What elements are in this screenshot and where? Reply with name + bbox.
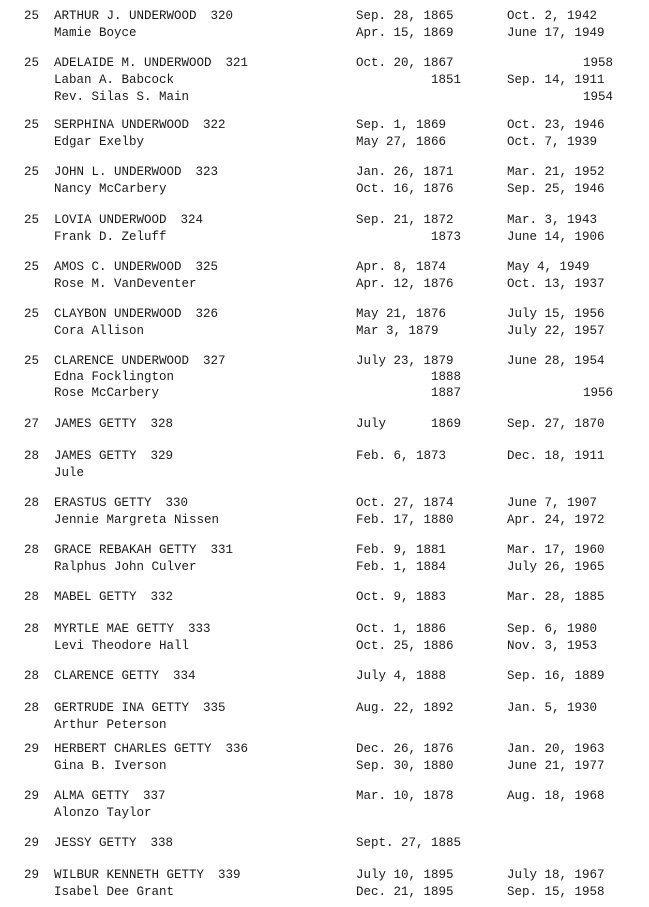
generation-number: 25 [24,165,40,179]
entry-main-line [0,212,649,229]
person-name-text: CLARENCE GETTY [54,669,160,683]
spouse-death-date: Sep. 15, 1958 [507,885,605,899]
spouse-line [0,89,649,106]
death-date: July 15, 1956 [507,307,605,321]
death-date: Jan. 20, 1963 [507,742,605,756]
record-number: 338 [150,836,174,850]
death-date: Oct. 2, 1942 [507,9,598,23]
record-number: 322 [203,118,226,132]
person-name-text: JAMES GETTY [54,417,137,431]
spouse-death-date: June 17, 1949 [507,26,605,40]
entry-main-line [0,306,649,323]
generation-number: 25 [24,9,40,23]
record-number: 328 [150,417,174,431]
person-name [54,117,226,134]
death-date: Mar. 3, 1943 [507,213,598,227]
birth-date: May 21, 1876 [356,307,447,321]
birth-date: Sep. 21, 1872 [356,213,454,227]
person-name [54,741,248,758]
entry-main-line [0,700,649,717]
birth-date: July 10, 1895 [356,868,454,882]
person-name-text: CLAYBON UNDERWOOD [54,307,182,321]
person-name [54,353,226,370]
birth-date: Mar. 10, 1878 [356,789,454,803]
record-number: 323 [195,165,219,179]
person-name-text: WILBUR KENNETH GETTY [54,868,205,882]
birth-date: Aug. 22, 1892 [356,701,454,715]
spouse-name: Isabel Dee Grant [54,885,175,899]
spouse-birth-date: 1873 [430,230,461,244]
spouse-birth-date: 1888 [430,370,461,384]
birth-date: Sep. 1, 1869 [356,118,447,132]
person-name [54,55,248,72]
person-name [54,867,241,884]
person-name [54,835,173,852]
record-number: 332 [150,590,174,604]
spouse-name: Gina B. Iverson [54,759,167,773]
spouse-name: Jule [54,466,85,480]
entry-main-line [0,621,649,638]
spouse-death-date: Sep. 14, 1911 [507,73,605,87]
spouse-name: Laban A. Babcock [54,73,175,87]
spouse-name: Frank D. Zeluff [54,230,167,244]
generation-number: 25 [24,56,40,70]
spouse-name: Cora Allison [54,324,145,338]
spouse-birth-date: May 27, 1866 [356,135,447,149]
death-date: Mar. 17, 1960 [507,543,605,557]
death-date: Mar. 21, 1952 [507,165,605,179]
entry-main-line [0,741,649,758]
spouse-line [0,805,649,822]
generation-number: 28 [24,543,40,557]
spouse-name: Rose McCarbery [54,386,160,400]
person-name-text: ARTHUR J. UNDERWOOD [54,9,197,23]
spouse-death-date: Sep. 25, 1946 [507,182,605,196]
spouse-birth-date: Apr. 15, 1869 [356,26,454,40]
death-date: Sep. 16, 1889 [507,669,605,683]
death-date: Oct. 23, 1946 [507,118,605,132]
spouse-death-date: Apr. 24, 1972 [507,513,605,527]
entry-main-line [0,416,649,433]
person-name [54,668,196,685]
person-name-text: JAMES GETTY [54,449,137,463]
spouse-line [0,25,649,42]
generation-number: 25 [24,307,40,321]
death-date: Sep. 6, 1980 [507,622,598,636]
entry-main-line [0,353,649,370]
generation-number: 28 [24,449,40,463]
generation-number: 29 [24,742,40,756]
entry-main-line [0,835,649,852]
spouse-line [0,717,649,734]
person-name [54,259,218,276]
birth-date: July 23, 1879 [356,354,454,368]
record-number: 326 [195,307,219,321]
person-name-text: JESSY GETTY [54,836,137,850]
spouse-name: Arthur Peterson [54,718,167,732]
spouse-name: Edna Focklington [54,370,175,384]
birth-date: Feb. 6, 1873 [356,449,447,463]
entry-main-line [0,117,649,134]
entry-main-line [0,589,649,606]
person-name-text: MYRTLE MAE GETTY [54,622,175,636]
birth-date: Oct. 1, 1886 [356,622,447,636]
record-number: 327 [203,354,226,368]
spouse-birth-date: Feb. 17, 1880 [356,513,454,527]
person-name-text: HERBERT CHARLES GETTY [54,742,212,756]
spouse-name: Alonzo Taylor [54,806,152,820]
death-date: Aug. 18, 1968 [507,789,605,803]
spouse-name: Rev. Silas S. Main [54,90,190,104]
record-number: 321 [225,56,249,70]
person-name-text: AMOS C. UNDERWOOD [54,260,182,274]
birth-date: Sept. 27, 1885 [356,836,462,850]
generation-number: 29 [24,868,40,882]
spouse-line [0,385,649,402]
spouse-birth-date: Oct. 16, 1876 [356,182,454,196]
spouse-line [0,512,649,529]
person-name [54,212,203,229]
spouse-line [0,181,649,198]
record-number: 335 [203,701,226,715]
spouse-birth-date: Apr. 12, 1876 [356,277,454,291]
spouse-line [0,638,649,655]
spouse-death-date: July 26, 1965 [507,560,605,574]
person-name-text: ALMA GETTY [54,789,130,803]
generation-number: 28 [24,496,40,510]
spouse-name: Rose M. VanDeventer [54,277,197,291]
spouse-birth-date: 1887 [430,386,461,400]
birth-date: Oct. 9, 1883 [356,590,447,604]
record-number: 325 [195,260,219,274]
birth-date: Oct. 27, 1874 [356,496,454,510]
birth-date: Sep. 28, 1865 [356,9,454,23]
record-number: 331 [210,543,234,557]
entry-main-line [0,495,649,512]
spouse-line [0,758,649,775]
spouse-death-date: Oct. 7, 1939 [507,135,598,149]
generation-number: 28 [24,590,40,604]
entry-main-line [0,867,649,884]
generation-number: 28 [24,622,40,636]
record-number: 324 [180,213,204,227]
entry-main-line [0,448,649,465]
generation-number: 29 [24,836,40,850]
person-name-text: GERTRUDE INA GETTY [54,701,190,715]
record-number: 330 [165,496,189,510]
record-number: 334 [173,669,196,683]
birth-date: Jan. 26, 1871 [356,165,454,179]
death-date: May 4, 1949 [507,260,590,274]
spouse-line [0,559,649,576]
spouse-name: Jennie Margreta Nissen [54,513,220,527]
spouse-birth-date: Mar 3, 1879 [356,324,439,338]
spouse-birth-date: Sep. 30, 1880 [356,759,454,773]
spouse-death-date: Nov. 3, 1953 [507,639,598,653]
entry-main-line [0,788,649,805]
spouse-line [0,369,649,386]
person-name [54,700,226,717]
spouse-line [0,229,649,246]
spouse-name: Edgar Exelby [54,135,145,149]
death-date: June 7, 1907 [507,496,598,510]
spouse-name: Levi Theodore Hall [54,639,190,653]
spouse-death-date: 1956 [582,386,613,400]
generation-number: 25 [24,118,40,132]
person-name [54,8,233,25]
person-name-text: MABEL GETTY [54,590,137,604]
birth-date: Oct. 20, 1867 [356,56,454,70]
generation-number: 27 [24,417,40,431]
person-name-text: GRACE REBAKAH GETTY [54,543,197,557]
entry-main-line [0,55,649,72]
entry-main-line [0,164,649,181]
death-date: Jan. 5, 1930 [507,701,598,715]
generation-number: 29 [24,789,40,803]
death-date: Sep. 27, 1870 [507,417,605,431]
spouse-line [0,465,649,482]
person-name-text: JOHN L. UNDERWOOD [54,165,182,179]
spouse-line [0,276,649,293]
entry-main-line [0,542,649,559]
spouse-name: Mamie Boyce [54,26,137,40]
spouse-name: Ralphus John Culver [54,560,197,574]
record-number: 320 [210,9,234,23]
spouse-line [0,323,649,340]
spouse-birth-date: Dec. 21, 1895 [356,885,454,899]
person-name [54,164,218,181]
generation-number: 25 [24,260,40,274]
death-date: June 28, 1954 [507,354,605,368]
generation-number: 25 [24,354,40,368]
record-number: 333 [188,622,211,636]
entry-main-line [0,259,649,276]
spouse-death-date: Oct. 13, 1937 [507,277,605,291]
person-name-text: SERPHINA UNDERWOOD [54,118,190,132]
generation-number: 25 [24,213,40,227]
spouse-line [0,134,649,151]
spouse-birth-date: Feb. 1, 1884 [356,560,447,574]
person-name [54,542,233,559]
birth-date: July 1869 [356,417,462,431]
person-name [54,495,188,512]
spouse-death-date: June 21, 1977 [507,759,605,773]
death-date: Mar. 28, 1885 [507,590,605,604]
birth-date: Feb. 9, 1881 [356,543,447,557]
person-name-text: CLARENCE UNDERWOOD [54,354,190,368]
person-name [54,448,173,465]
record-number: 329 [150,449,174,463]
spouse-death-date: June 14, 1906 [507,230,605,244]
spouse-birth-date: Oct. 25, 1886 [356,639,454,653]
person-name-text: ERASTUS GETTY [54,496,152,510]
birth-date: Dec. 26, 1876 [356,742,454,756]
birth-date: July 4, 1888 [356,669,447,683]
spouse-death-date: July 22, 1957 [507,324,605,338]
person-name [54,416,173,433]
spouse-birth-date: 1851 [430,73,461,87]
spouse-line [0,884,649,901]
person-name [54,788,166,805]
person-name [54,621,211,638]
record-number: 339 [218,868,241,882]
person-name [54,589,173,606]
spouse-death-date: 1954 [582,90,613,104]
record-number: 337 [143,789,166,803]
death-date: 1958 [582,56,613,70]
entry-main-line [0,668,649,685]
person-name [54,306,218,323]
person-name-text: ADELAIDE M. UNDERWOOD [54,56,212,70]
entry-main-line [0,8,649,25]
birth-date: Apr. 8, 1874 [356,260,447,274]
record-number: 336 [225,742,249,756]
generation-number: 28 [24,701,40,715]
spouse-line [0,72,649,89]
generation-number: 28 [24,669,40,683]
death-date: Dec. 18, 1911 [507,449,605,463]
person-name-text: LOVIA UNDERWOOD [54,213,167,227]
death-date: July 18, 1967 [507,868,605,882]
spouse-name: Nancy McCarbery [54,182,167,196]
